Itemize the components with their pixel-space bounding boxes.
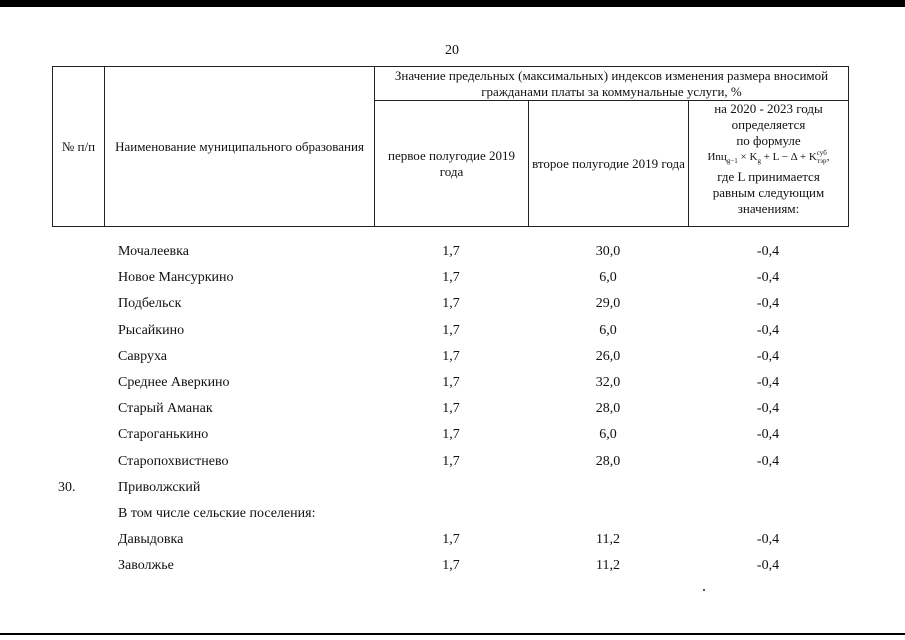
cell-second-half: 11,2 [596,532,620,548]
cell-first-half: 1,7 [442,348,460,364]
cell-l-value: -0,4 [756,453,780,469]
cell-l-value: -0,4 [756,401,780,417]
cell-first-half: 1,7 [442,427,460,443]
cell-first-half: 1,7 [442,322,460,338]
scan-speck [703,589,705,591]
header-col-2020-2023 [689,101,849,227]
formula-sub3: тэр [816,157,827,166]
cell-number: 30. [58,479,76,495]
cell-municipality: Староганькино [118,427,209,443]
table-row [52,319,848,345]
cell-second-half: 6,0 [599,427,617,443]
header-col-number: № п/п [53,67,105,227]
header-2020-line1: на 2020 - 2023 годы [714,101,823,116]
cell-second-half: 29,0 [595,296,621,312]
cell-municipality: Подбельск [118,296,182,312]
table-row [52,345,848,371]
cell-l-value: -0,4 [756,322,780,338]
formula-stack [817,149,827,165]
cell-municipality: Новое Мансуркино [118,270,234,286]
cell-l-value: -0,4 [756,348,780,364]
page-number: 20 [445,43,459,58]
cell-municipality: Старопохвистнево [118,453,229,469]
header-formula [692,149,845,169]
cell-second-half: 30,0 [595,244,621,259]
cell-second-half: 32,0 [595,374,621,390]
cell-municipality: Старый Аманак [118,401,213,417]
header-2020-line3: по формуле [736,133,801,148]
cell-l-value: -0,4 [756,427,780,443]
cell-first-half: 1,7 [442,558,460,574]
header-2020-line4: где L принимается [717,169,820,185]
cell-second-half: 28,0 [595,453,621,469]
table-body [52,240,848,580]
table-row [52,266,848,292]
table-header [52,66,849,227]
header-2020-line6: значениям: [737,201,800,217]
cell-second-half: 11,2 [596,558,620,574]
cell-municipality: Савруха [118,348,168,364]
cell-l-value: -0,4 [756,296,780,312]
cell-l-value: -0,4 [756,558,780,574]
cell-second-half: 28,0 [595,401,621,417]
header-group-title: Значение предельных (максимальных) индексов изменения размера вносимой гражданами платы за коммунальные услуги, % [375,67,849,101]
header-col-municipality: Наименование муниципального образования [105,67,375,227]
cell-municipality: Заволжье [118,558,174,574]
table-row [52,292,848,318]
table-row [52,502,848,528]
top-border-bar [0,0,905,7]
cell-first-half: 1,7 [442,296,460,312]
header-2020-line2: определяется [731,117,806,132]
cell-municipality: Мочалеевка [118,244,189,259]
table-row [52,528,848,554]
header-col-first-half: первое полугодие 2019 года [375,101,529,227]
table-row [52,554,848,580]
table-row [52,476,848,502]
cell-second-half: 6,0 [599,322,617,338]
formula-sub1: g−1 [726,157,738,166]
cell-second-half: 6,0 [599,270,617,286]
table-row [52,397,848,423]
formula-mid: × K [737,151,758,163]
cell-municipality: Приволжский [118,479,201,495]
cell-first-half: 1,7 [442,532,460,548]
cell-municipality: Среднее Аверкино [118,374,230,390]
cell-first-half: 1,7 [442,401,460,417]
table-row [52,450,848,476]
cell-l-value: -0,4 [756,532,780,548]
cell-l-value: -0,4 [756,270,780,286]
bottom-border-line [0,633,905,635]
cell-first-half: 1,7 [442,453,460,469]
formula-main: Иnц [707,151,727,163]
cell-first-half: 1,7 [442,374,460,390]
formula-sub2: g [757,157,761,166]
cell-first-half: 1,7 [442,270,460,286]
header-col-second-half: второе полугодие 2019 года [529,101,689,227]
table-row [52,240,848,266]
cell-municipality: Давыдовка [118,532,184,548]
formula-end: , [826,151,830,163]
cell-l-value: -0,4 [756,244,780,259]
cell-municipality: В том числе сельские поселения: [118,505,316,521]
header-2020-line5: равным следующим [712,185,825,201]
cell-municipality: Рысайкино [118,322,185,338]
table-row [52,423,848,449]
cell-second-half: 26,0 [595,348,621,364]
formula-tail: + L − Δ + K [760,151,817,163]
cell-l-value: -0,4 [756,374,780,390]
table-row [52,371,848,397]
formula-sup3: суб [816,149,827,158]
cell-first-half: 1,7 [442,244,460,259]
